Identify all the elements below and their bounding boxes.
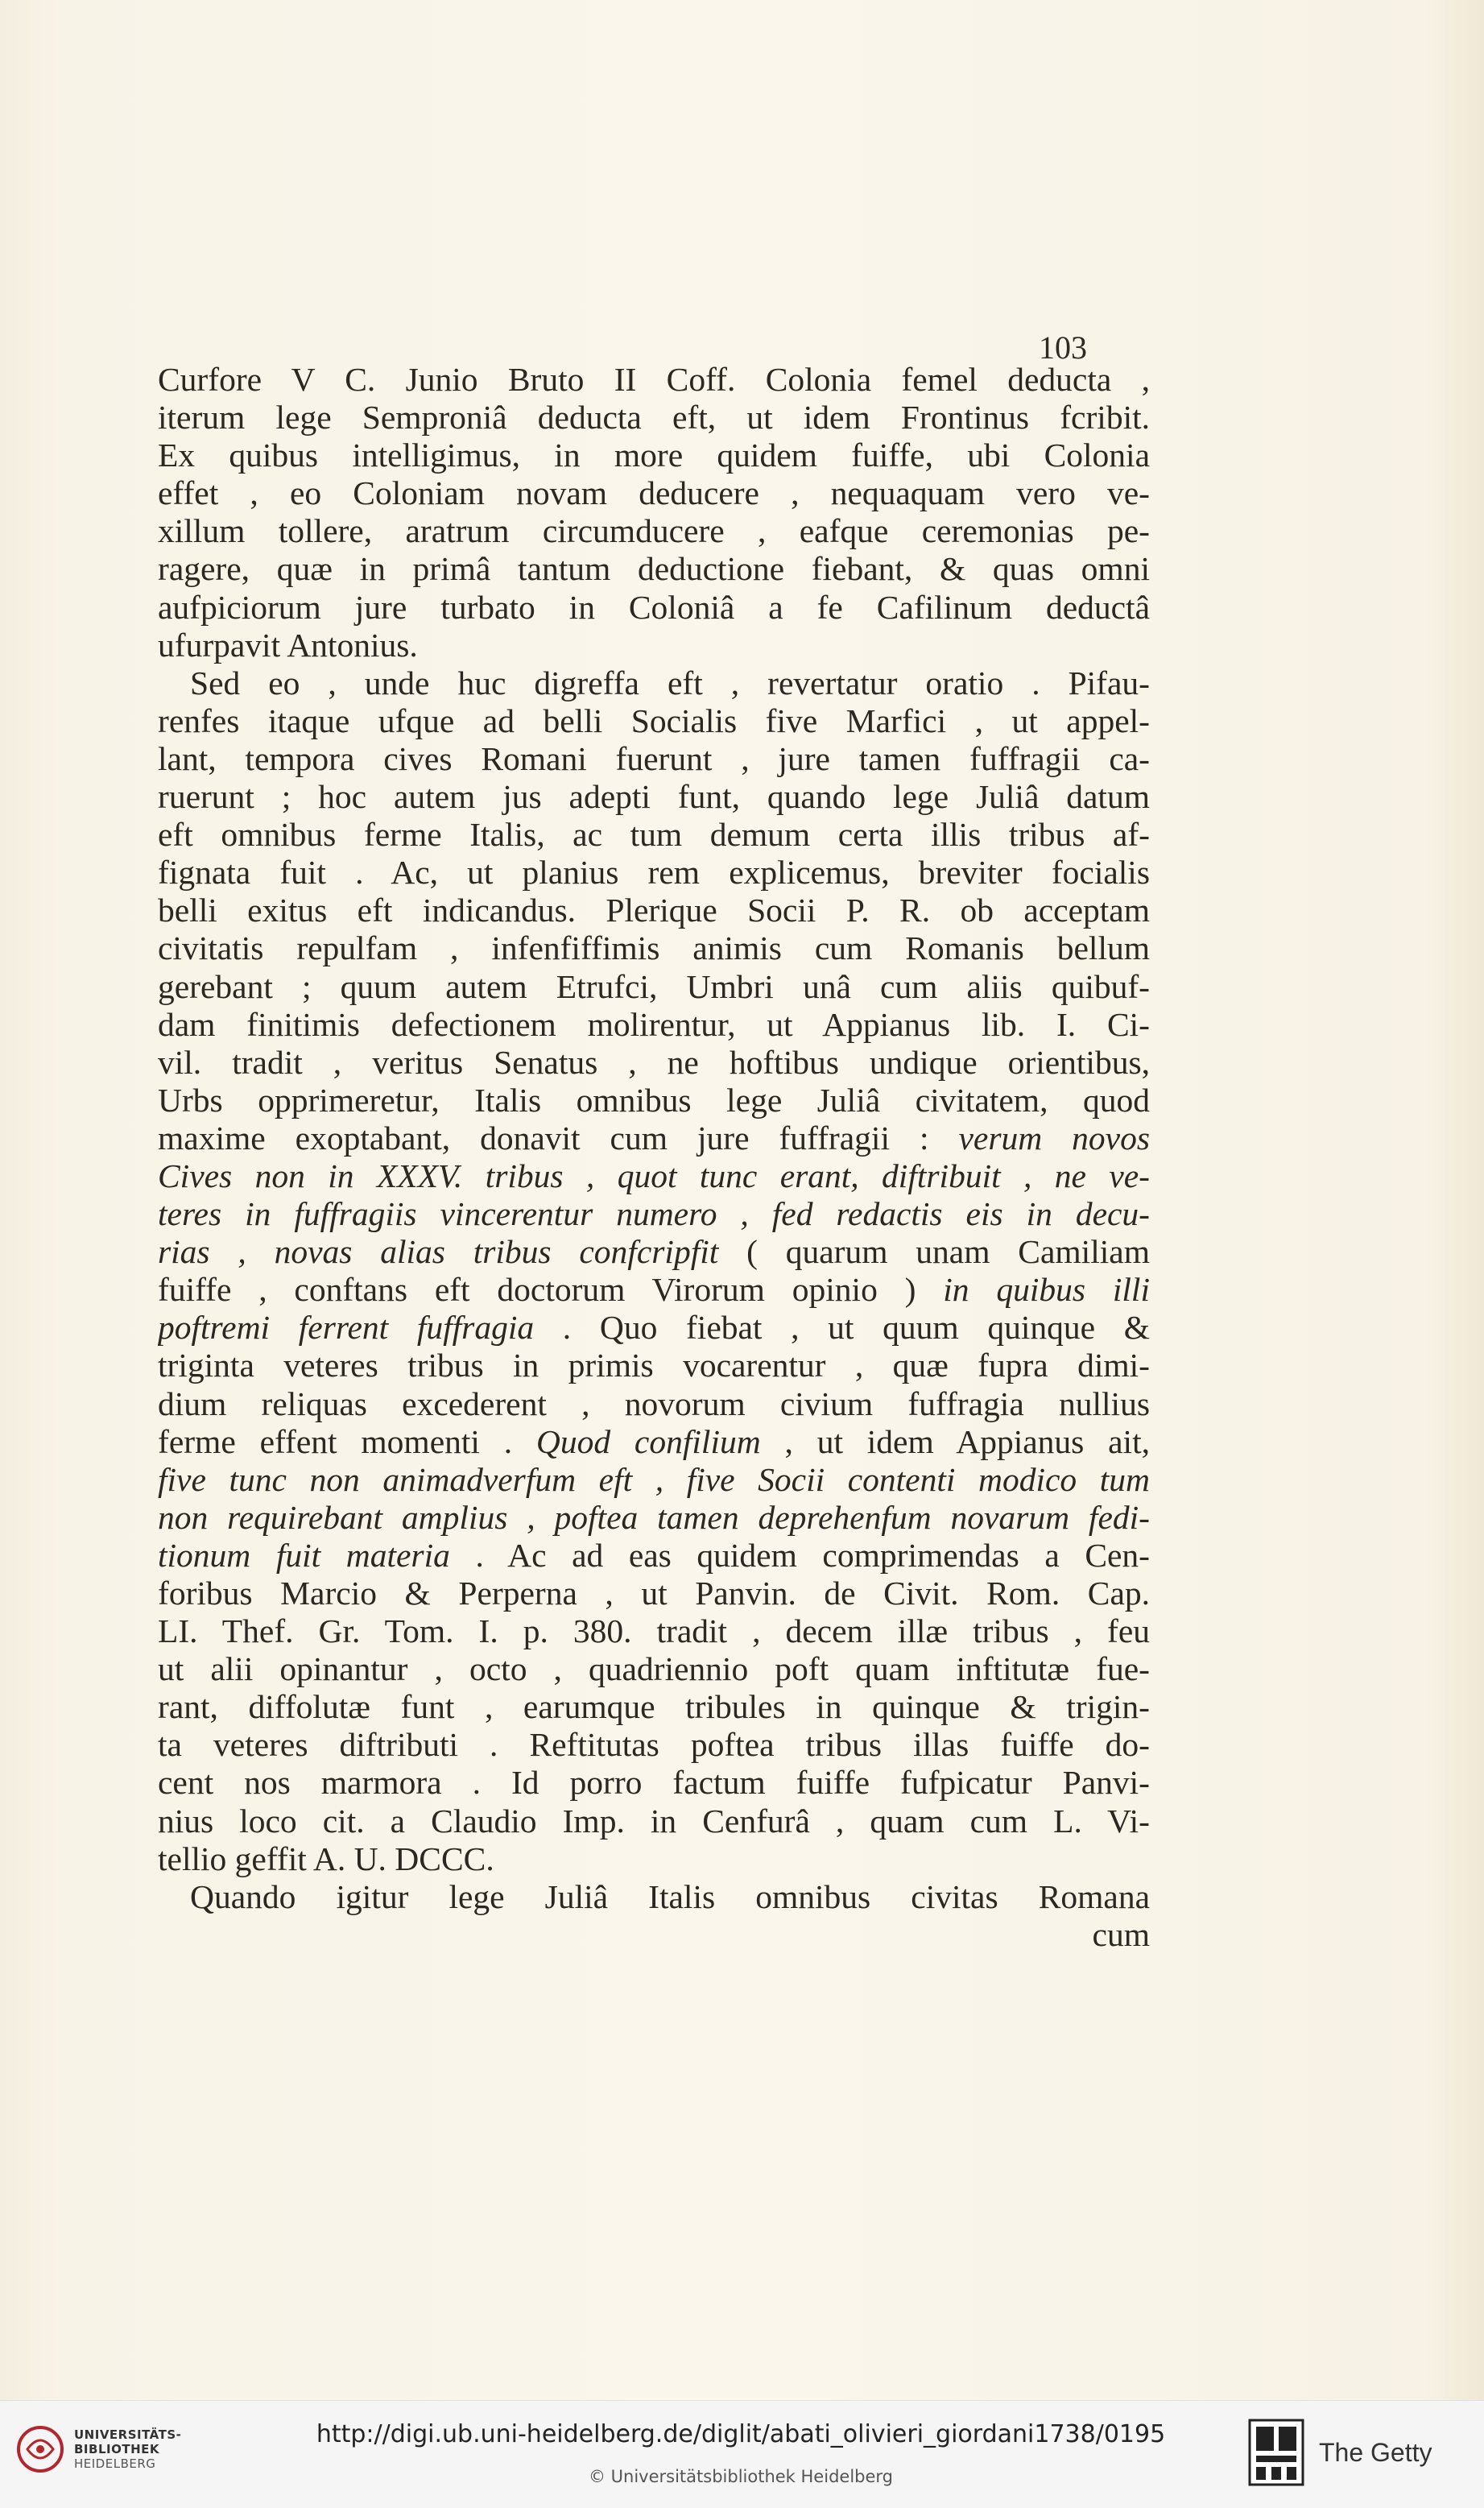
text-line: vil. tradit , veritus Senatus , ne hoftibus undique orientibus, <box>158 1043 1150 1081</box>
text-line: lant, tempora cives Romani fuerunt , jure tamen fuffragii ca- <box>158 739 1150 777</box>
text-line: rias , novas alias tribus confcripfit ( quarum unam Camiliam <box>158 1233 1150 1271</box>
text-line: ufurpavit Antonius. <box>158 626 418 664</box>
text-line: ruerunt ; hoc autem jus adepti funt, quando lege Juliâ datum <box>158 778 1150 816</box>
text-line: tellio geffit A. U. DCCC. <box>158 1840 494 1877</box>
partner-name: The Getty <box>1319 2437 1432 2467</box>
text-line: ragere, quæ in primâ tantum deductione fiebant, & quas omni <box>158 550 1150 588</box>
text-line: cent nos marmora . Id porro factum fuiffe fufpicatur Panvi- <box>158 1764 1150 1802</box>
text-line: rant, diffolutæ funt , earumque tribules in quinque & trigin- <box>158 1688 1150 1726</box>
ub-seal-icon <box>16 2425 64 2473</box>
page-number: 103 <box>1039 329 1087 366</box>
text-line: Cives non in XXXV. tribus , quot tunc erant, diftribuit , ne ve- <box>158 1157 1150 1194</box>
text-line: cum <box>1092 1915 1150 1953</box>
text-line: teres in fuffragiis vincerentur numero , fed redactis eis in decu- <box>158 1195 1150 1233</box>
library-name <box>74 2427 181 2471</box>
text-line: Curfore V C. Junio Bruto II Coff. Colonia femel deducta , <box>158 361 1150 398</box>
text-line: Urbs opprimeretur, Italis omnibus lege Juliâ civitatem, quod <box>158 1081 1150 1119</box>
text-line: Ex quibus intelligimus, in more quidem fuiffe, ubi Colonia <box>158 437 1150 474</box>
text-line: gerebant ; quum autem Etrufci, Umbri unâ cum aliis quibuf- <box>158 967 1150 1005</box>
text-line: ut alii opinantur , octo , quadriennio poft quam inftitutæ fue- <box>158 1650 1150 1688</box>
library-name-line1: UNIVERSITÄTS- <box>74 2427 182 2442</box>
text-line: ferme effent momenti . Quod confilium , ut idem Appianus ait, <box>158 1422 1150 1460</box>
text-line: eft omnibus ferme Italis, ac tum demum certa illis tribus af- <box>158 816 1150 854</box>
text-line: five tunc non animadverfum eft , five Socii contenti modico tum <box>158 1460 1150 1498</box>
getty-logo[interactable] <box>1248 2419 1432 2486</box>
text-line: tionum fuit materia . Ac ad eas quidem comprimendas a Cen- <box>158 1536 1150 1574</box>
getty-mark-icon <box>1248 2419 1304 2486</box>
text-line: fuiffe , conftans eft doctorum Virorum opinio ) in quibus illi <box>158 1271 1150 1309</box>
permalink-url[interactable]: http://digi.ub.uni-heidelberg.de/diglit/abati_olivieri_giordani1738/0195 <box>316 2420 1166 2448</box>
text-line: ta veteres diftributi . Reftitutas poftea tribus illas fuiffe do- <box>158 1726 1150 1764</box>
text-line: poftremi ferrent fuffragia . Quo fiebat , ut quum quinque & <box>158 1309 1150 1347</box>
text-line: civitatis repulfam , infenfiffimis animis cum Romanis bellum <box>158 929 1150 967</box>
library-name-line3: HEIDELBERG <box>74 2456 156 2471</box>
viewer-footer <box>0 2400 1484 2508</box>
body-text <box>158 361 1150 1954</box>
text-line: belli exitus eft indicandus. Plerique Socii P. R. ob acceptam <box>158 892 1150 929</box>
text-line: iterum lege Semproniâ deducta eft, ut idem Frontinus fcribit. <box>158 399 1150 437</box>
text-line: Sed eo , unde huc digreffa eft , revertatur oratio . Pifau- <box>190 664 1150 701</box>
university-library-logo[interactable] <box>16 2425 181 2473</box>
text-line: fignata fuit . Ac, ut planius rem explicemus, breviter focialis <box>158 854 1150 892</box>
copyright-notice: © Universitätsbibliothek Heidelberg <box>588 2467 893 2486</box>
text-line: triginta veteres tribus in primis vocarentur , quæ fupra dimi- <box>158 1347 1150 1384</box>
text-line: nius loco cit. a Claudio Imp. in Cenfurâ , quam cum L. Vi- <box>158 1802 1150 1840</box>
text-line: dam finitimis defectionem molirentur, ut Appianus lib. I. Ci- <box>158 1005 1150 1043</box>
text-line: non requirebant amplius , poftea tamen deprehenfum novarum fedi- <box>158 1498 1150 1536</box>
text-line: dium reliquas excederent , novorum civium fuffragia nullius <box>158 1384 1150 1422</box>
text-line: Quando igitur lege Juliâ Italis omnibus civitas Romana <box>190 1877 1150 1915</box>
library-name-line2: BIBLIOTHEK <box>74 2442 159 2456</box>
text-line: maxime exoptabant, donavit cum jure fuffragii : verum novos <box>158 1119 1150 1157</box>
text-line: aufpiciorum jure turbato in Coloniâ a fe Cafilinum deductâ <box>158 588 1150 626</box>
text-line: xillum tollere, aratrum circumducere , eafque ceremonias pe- <box>158 512 1150 550</box>
text-line: renfes itaque ufque ad belli Socialis five Marfici , ut appel- <box>158 701 1150 739</box>
text-line: effet , eo Coloniam novam deducere , nequaquam vero ve- <box>158 474 1150 512</box>
text-line: foribus Marcio & Perperna , ut Panvin. de Civit. Rom. Cap. <box>158 1575 1150 1612</box>
text-line: LI. Thef. Gr. Tom. I. p. 380. tradit , decem illæ tribus , feu <box>158 1612 1150 1650</box>
